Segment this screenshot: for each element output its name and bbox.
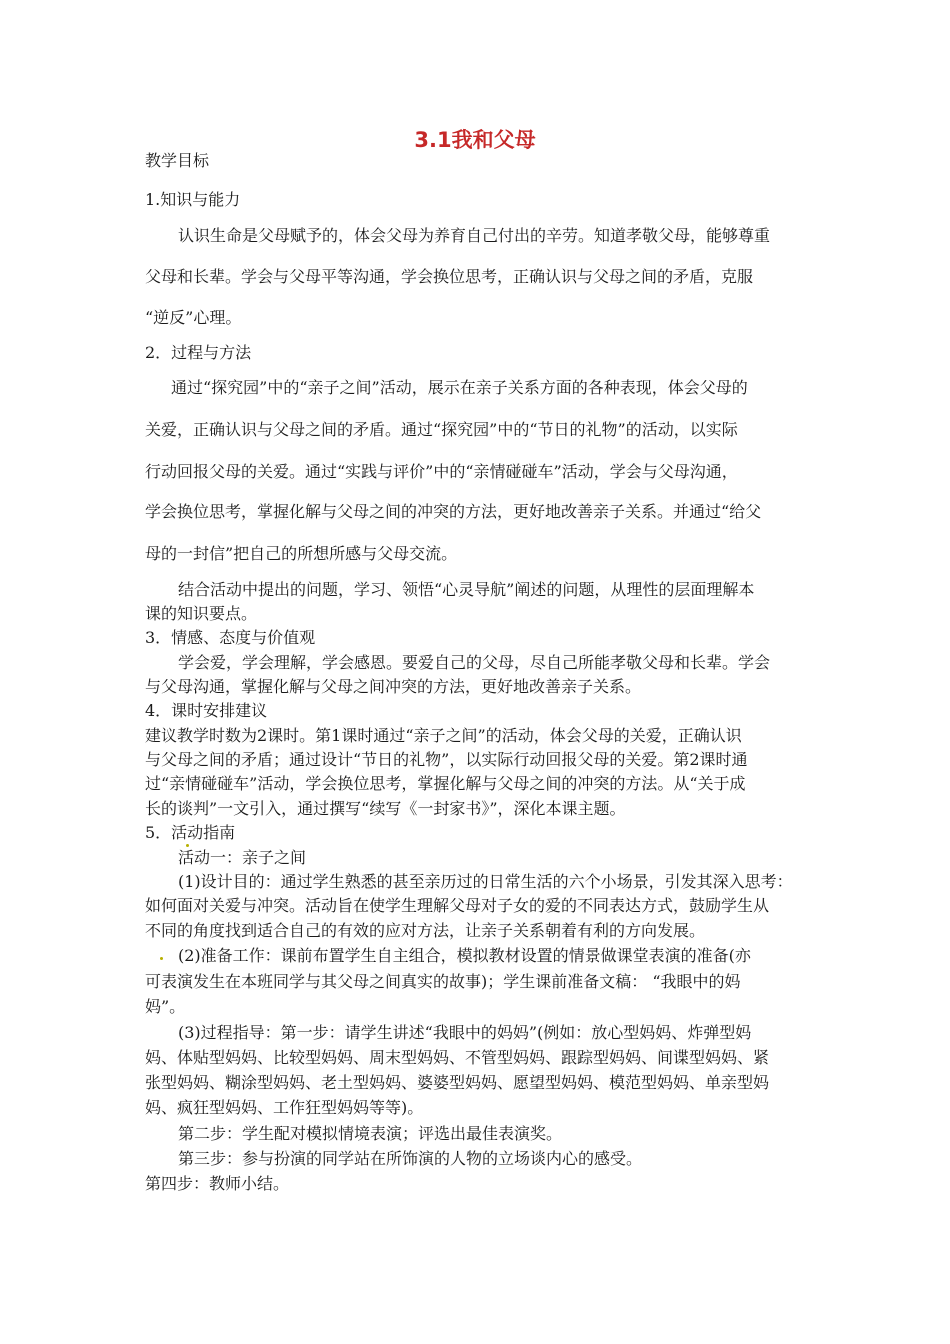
section-3-line: 与父母沟通，掌握化解与父母之间冲突的方法，更好地改善亲子关系。 bbox=[145, 677, 642, 696]
section-5-line: 妈、疯狂型妈妈、工作狂型妈妈等等)。 bbox=[145, 1098, 424, 1117]
section-5-heading: 5．活动指南 bbox=[145, 823, 236, 842]
section-2-line: 关爱，正确认识与父母之间的矛盾。通过“探究园”中的“节日的礼物”的活动，以实际 bbox=[145, 420, 738, 439]
section-2-line: 课的知识要点。 bbox=[145, 604, 258, 623]
section-5-line: 第四步：教师小结。 bbox=[145, 1174, 290, 1193]
activity-title: 活动一：亲子之间 bbox=[178, 848, 307, 867]
scan-mark bbox=[186, 844, 189, 847]
section-2-heading: 2．过程与方法 bbox=[145, 343, 252, 362]
section-4-line: 与父母之间的矛盾；通过设计“节日的礼物”，以实际行动回报父母的关爱。第2课时通 bbox=[145, 750, 748, 769]
scan-mark bbox=[160, 957, 163, 960]
section-5-line: (3)过程指导：第一步：请学生讲述“我眼中的妈妈”(例如：放心型妈妈、炸弹型妈 bbox=[178, 1023, 752, 1042]
section-5-line: 不同的角度找到适合自己的有效的应对方法，让亲子关系朝着有利的方向发展。 bbox=[145, 921, 706, 940]
section-1-line: 认识生命是父母赋予的，体会父母为养育自己付出的辛劳。知道孝敬父母，能够尊重 bbox=[178, 226, 771, 245]
section-5-line: (1)设计目的：通过学生熟悉的甚至亲历过的日常生活的六个小场景，引发其深入思考： bbox=[178, 872, 793, 891]
section-5-line: 妈、体贴型妈妈、比较型妈妈、周末型妈妈、不管型妈妈、跟踪型妈妈、间谍型妈妈、紧 bbox=[145, 1048, 770, 1067]
section-1-heading: 1.知识与能力 bbox=[145, 190, 241, 209]
section-5-line: 第三步：参与扮演的同学站在所饰演的人物的立场谈内心的感受。 bbox=[178, 1149, 643, 1168]
section-4-line: 长的谈判”一文引入，通过撰写“续写《一封家书》”，深化本课主题。 bbox=[145, 799, 626, 818]
section-1-line: 父母和长辈。学会与父母平等沟通，学会换位思考，正确认识与父母之间的矛盾，克服 bbox=[145, 267, 754, 286]
section-5-line: 如何面对关爱与冲突。活动旨在使学生理解父母对子女的爱的不同表达方式，鼓励学生从 bbox=[145, 896, 770, 915]
section-4-line: 建议教学时数为2课时。第1课时通过“亲子之间”的活动，体会父母的关爱，正确认识 bbox=[145, 726, 742, 745]
section-2-line: 行动回报父母的关爱。通过“实践与评价”中的“亲情碰碰车”活动，学会与父母沟通， bbox=[145, 462, 738, 481]
section-5-line: 可表演发生在本班同学与其父母之间真实的故事)；学生课前准备文稿： “我眼中的妈 bbox=[145, 972, 741, 991]
section-1-line: “逆反”心理。 bbox=[145, 308, 242, 327]
section-3-heading: 3．情感、态度与价值观 bbox=[145, 628, 316, 647]
section-4-heading: 4．课时安排建议 bbox=[145, 701, 268, 720]
document-title: 3.1我和父母 bbox=[414, 128, 536, 152]
section-5-line: 第二步：学生配对模拟情境表演；评选出最佳表演奖。 bbox=[178, 1124, 563, 1143]
section-5-line: 妈”。 bbox=[145, 997, 186, 1016]
heading-teaching-goals: 教学目标 bbox=[145, 151, 210, 170]
section-5-line: 张型妈妈、糊涂型妈妈、老土型妈妈、婆婆型妈妈、愿望型妈妈、模范型妈妈、单亲型妈 bbox=[145, 1073, 770, 1092]
section-4-line: 过“亲情碰碰车”活动，学会换位思考，掌握化解与父母之间的冲突的方法。从“关于成 bbox=[145, 774, 746, 793]
section-2-line: 通过“探究园”中的“亲子之间”活动，展示在亲子关系方面的各种表现，体会父母的 bbox=[171, 378, 748, 397]
section-2-line: 学会换位思考，掌握化解与父母之间的冲突的方法，更好地改善亲子关系。并通过“给父 bbox=[145, 502, 762, 521]
section-5-line: (2)准备工作：课前布置学生自主组合，模拟教材设置的情景做课堂表演的准备(亦 bbox=[178, 946, 751, 965]
section-3-line: 学会爱，学会理解，学会感恩。要爱自己的父母，尽自己所能孝敬父母和长辈。学会 bbox=[178, 653, 771, 672]
section-2-line: 母的一封信”把自己的所想所感与父母交流。 bbox=[145, 544, 458, 563]
section-2-line: 结合活动中提出的问题，学习、领悟“心灵导航”阐述的问题，从理性的层面理解本 bbox=[178, 580, 755, 599]
